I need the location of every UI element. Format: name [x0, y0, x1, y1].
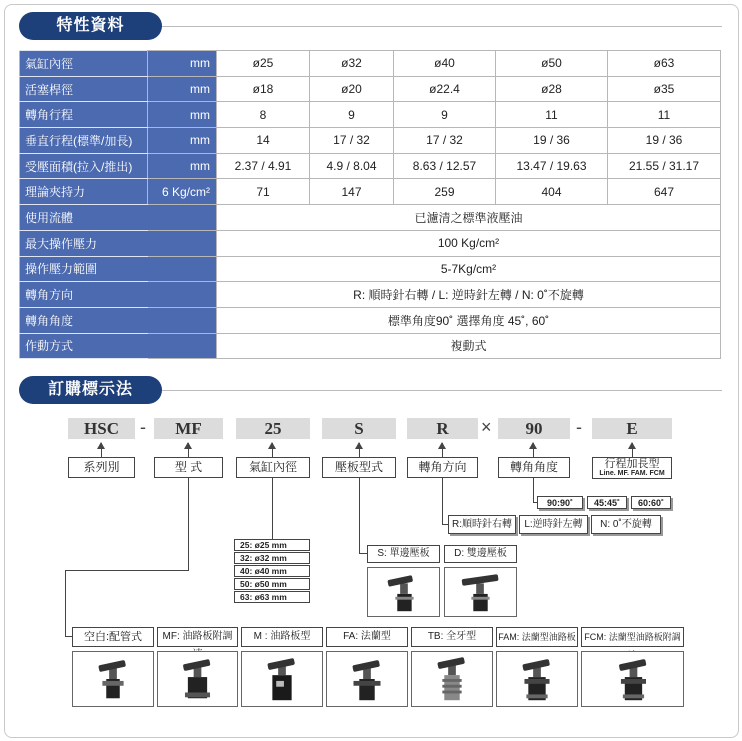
- spec-value: 19 / 36: [608, 128, 721, 154]
- title-rule: [162, 390, 722, 391]
- label-bore: 氣缸內徑: [236, 457, 310, 478]
- spec-label: 活塞桿徑: [20, 76, 148, 102]
- arrow-icon: [359, 443, 360, 457]
- spec-value: 71: [217, 179, 310, 205]
- spec-unit: mm: [148, 102, 217, 128]
- spec-merged-value: 標準角度90˚ 選擇角度 45˚, 60˚: [217, 307, 721, 333]
- spec-row: [20, 76, 721, 102]
- connector-line: [272, 478, 273, 539]
- arrow-icon: [101, 443, 102, 457]
- direction-option-r: R:順時針右轉: [448, 515, 516, 534]
- title-rule: [162, 26, 722, 27]
- type-option: M : 油路板型: [241, 627, 323, 647]
- spec-value: 9: [394, 102, 496, 128]
- spec-unit: 6 Kg/cm²: [148, 179, 217, 205]
- arrow-icon: [442, 443, 443, 457]
- spec-value: 11: [608, 102, 721, 128]
- characteristics-title: 特性資料: [19, 12, 162, 40]
- spec-label: 理論夾持力: [20, 179, 148, 205]
- connector-line: [359, 553, 367, 554]
- code-plate: S: [322, 418, 396, 439]
- angle-option-90: 90:90˚: [537, 496, 583, 509]
- spec-value: 259: [394, 179, 496, 205]
- spec-value: ø25: [217, 51, 310, 77]
- code-direction: R: [407, 418, 478, 439]
- spec-unit: mm: [148, 51, 217, 77]
- spec-merged-value: 100 Kg/cm²: [217, 230, 721, 256]
- spec-row: [20, 102, 721, 128]
- connector-line: [65, 636, 72, 637]
- spec-row: [20, 230, 721, 256]
- spec-unit-empty: [148, 205, 217, 231]
- direction-option-l: L:逆時針左轉: [519, 515, 588, 534]
- arrow-icon: [188, 443, 189, 457]
- type-option: MF: 油路板附調: [157, 627, 238, 647]
- spec-unit-empty: [148, 307, 217, 333]
- spec-value: ø40: [394, 51, 496, 77]
- spec-value: ø18: [217, 76, 310, 102]
- spec-value: ø50: [496, 51, 608, 77]
- plate-option-single: S: 單邊壓板: [367, 545, 440, 563]
- spec-unit-empty: [148, 333, 217, 359]
- spec-row: [20, 307, 721, 333]
- code-bore: 25: [236, 418, 310, 439]
- spec-label: 氣缸內徑: [20, 51, 148, 77]
- spec-label: 最大操作壓力: [20, 230, 148, 256]
- spec-value: 21.55 / 31.17: [608, 153, 721, 179]
- spec-value: ø63: [608, 51, 721, 77]
- spec-label: 作動方式: [20, 333, 148, 359]
- spec-label: 受壓面積(拉入/推出): [20, 153, 148, 179]
- spec-value: ø32: [310, 51, 394, 77]
- connector-line: [359, 478, 360, 554]
- code-separator: ×: [481, 417, 492, 437]
- spec-table: [19, 50, 721, 359]
- spec-value: 17 / 32: [310, 128, 394, 154]
- type-option: 空白:配管式: [72, 627, 154, 647]
- connector-line: [65, 570, 66, 637]
- spec-label: 轉角方向: [20, 282, 148, 308]
- spec-value: 4.9 / 8.04: [310, 153, 394, 179]
- code-stroke: E: [592, 418, 672, 439]
- spec-value: 2.37 / 4.91: [217, 153, 310, 179]
- spec-merged-value: 已濾清之標準液壓油: [217, 205, 721, 231]
- code-separator: -: [576, 417, 582, 437]
- type-option: FAM: 法蘭型油路板: [496, 627, 578, 647]
- spec-value: 14: [217, 128, 310, 154]
- arrow-icon: [533, 443, 534, 457]
- single-plate-image: [367, 567, 440, 617]
- angle-option-45: 45:45˚: [587, 496, 627, 509]
- spec-row: [20, 128, 721, 154]
- spec-value: 404: [496, 179, 608, 205]
- type-option: FA: 法蘭型: [326, 627, 408, 647]
- spec-row: [20, 256, 721, 282]
- spec-value: 13.47 / 19.63: [496, 153, 608, 179]
- arrow-icon: [272, 443, 273, 457]
- spec-value: 8.63 / 12.57: [394, 153, 496, 179]
- label-angle: 轉角角度: [498, 457, 570, 478]
- spec-value: 9: [310, 102, 394, 128]
- code-series: HSC: [68, 418, 135, 439]
- type-option-image: [241, 651, 323, 707]
- spec-unit: mm: [148, 76, 217, 102]
- spec-row: [20, 153, 721, 179]
- code-angle: 90: [498, 418, 570, 439]
- code-type: MF: [154, 418, 223, 439]
- connector-line: [188, 478, 189, 571]
- angle-option-60: 60:60˚: [631, 496, 671, 509]
- arrow-icon: [632, 443, 633, 457]
- type-option-image: [411, 651, 493, 707]
- connector-line: [65, 570, 189, 571]
- spec-unit-empty: [148, 230, 217, 256]
- spec-row: [20, 333, 721, 359]
- plate-option-double: D: 雙邊壓板: [444, 545, 517, 563]
- label-plate: 壓板型式: [322, 457, 396, 478]
- type-option-image: [326, 651, 408, 707]
- label-direction: 轉角方向: [407, 457, 478, 478]
- spec-value: ø22.4: [394, 76, 496, 102]
- label-stroke: [592, 457, 672, 479]
- bore-size-option: 63: ø63 mm: [234, 591, 310, 603]
- label-type: 型 式: [154, 457, 223, 478]
- label-stroke-models: Line. MF. FAM. FCM: [599, 470, 665, 477]
- type-option-image: [581, 651, 684, 707]
- bore-size-option: 50: ø50 mm: [234, 578, 310, 590]
- connector-line: [533, 478, 534, 503]
- type-option-image: [72, 651, 154, 707]
- spec-value: ø35: [608, 76, 721, 102]
- ordering-title: 訂購標示法: [19, 376, 162, 404]
- spec-merged-value: 5-7Kg/cm²: [217, 256, 721, 282]
- spec-unit: mm: [148, 153, 217, 179]
- spec-label: 轉角角度: [20, 307, 148, 333]
- type-option: FCM: 法蘭型油路板附調: [581, 627, 684, 647]
- spec-value: 147: [310, 179, 394, 205]
- bore-size-option: 32: ø32 mm: [234, 552, 310, 564]
- spec-label: 操作壓力範圍: [20, 256, 148, 282]
- spec-value: 647: [608, 179, 721, 205]
- spec-merged-value: R: 順時針右轉 / L: 逆時針左轉 / N: 0˚不旋轉: [217, 282, 721, 308]
- type-option-image: [496, 651, 578, 707]
- spec-merged-value: 複動式: [217, 333, 721, 359]
- type-option-image: [157, 651, 238, 707]
- spec-value: 8: [217, 102, 310, 128]
- label-stroke-title: 行程加長型: [604, 458, 660, 470]
- code-separator: -: [140, 417, 146, 437]
- spec-value: 17 / 32: [394, 128, 496, 154]
- bore-size-option: 40: ø40 mm: [234, 565, 310, 577]
- spec-label: 使用流體: [20, 205, 148, 231]
- spec-value: ø28: [496, 76, 608, 102]
- spec-row: [20, 282, 721, 308]
- spec-unit-empty: [148, 282, 217, 308]
- spec-unit-empty: [148, 256, 217, 282]
- type-option: TB: 全牙型: [411, 627, 493, 647]
- spec-row: [20, 179, 721, 205]
- spec-value: 11: [496, 102, 608, 128]
- spec-value: ø20: [310, 76, 394, 102]
- double-plate-image: [444, 567, 517, 617]
- spec-label: 轉角行程: [20, 102, 148, 128]
- spec-row: [20, 51, 721, 77]
- spec-value: 19 / 36: [496, 128, 608, 154]
- bore-size-option: 25: ø25 mm: [234, 539, 310, 551]
- spec-label: 垂直行程(標準/加長): [20, 128, 148, 154]
- label-series: 系列別: [68, 457, 135, 478]
- connector-line: [442, 478, 443, 525]
- spec-row: [20, 205, 721, 231]
- spec-unit: mm: [148, 128, 217, 154]
- direction-option-n: N: 0˚不旋轉: [591, 515, 661, 534]
